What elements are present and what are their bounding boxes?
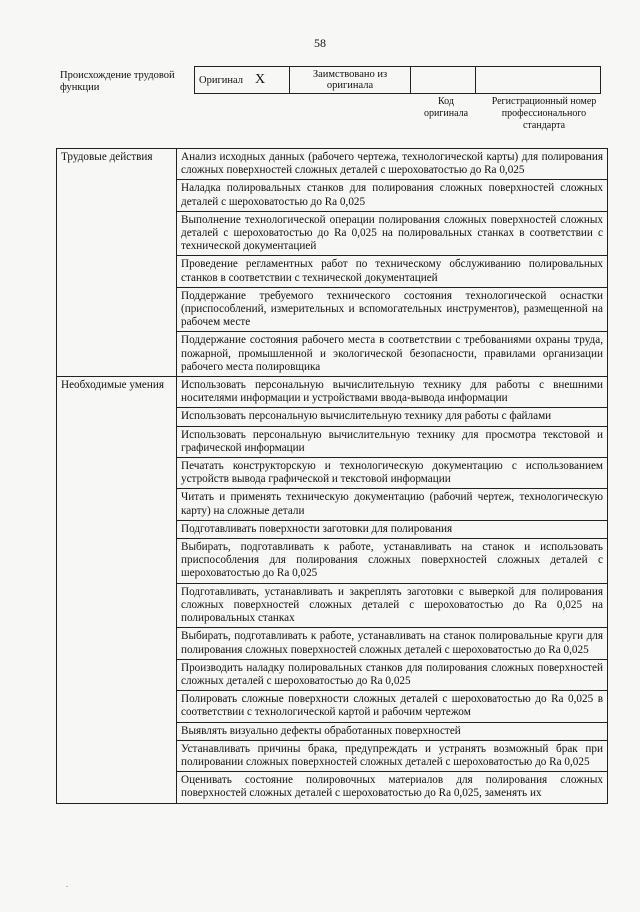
section-item: Поддержание состояния рабочего места в соответствии с требованиями охраны труда, пожарной, промышленной и экологической безопасности, правилами организации рабочего места полировщика [177,332,608,377]
section-item: Использовать персональную вычислительную технику для работы с файлами [177,408,608,426]
table-row [57,149,608,180]
original-label: Оригинал [199,75,243,86]
footer-mark: . [66,880,68,889]
section-item: Поддержание требуемого технического состояния технологической оснастки (приспособлений, измерительных и вспомогательных инструментов), размещенной на рабочем месте [177,287,608,332]
page-number: 58 [314,36,326,50]
section-item: Оценивать состояние полировочных материалов для полирования сложных поверхностей сложных деталей с шероховатостью до Ra 0,025, заменять их [177,772,608,803]
code-cell [411,67,476,94]
section-item: Производить наладку полировальных станков для полирования сложных поверхностей сложных деталей с шероховатостью до Ra 0,025 [177,659,608,690]
borrowed-label: Заимствовано из оригинала [290,67,411,94]
section-item: Устанавливать причины брака, предупреждать и устранять возможный брак при полировании сложных поверхностей сложных деталей с шероховатостью до Ra 0,025 [177,740,608,771]
registration-caption: Регистрационный номер профессионального стандарта [491,96,597,131]
section-item: Подготавливать поверхности заготовки для полирования [177,520,608,538]
registration-cell [476,67,601,94]
origin-table [194,66,601,94]
original-mark: X [255,72,266,87]
section-item: Выполнение технологической операции полирования сложных поверхностей сложных деталей с шероховатостью до Ra 0,025 на полировальных станках в соответствии с технической документацией [177,211,608,256]
section-item: Выбирать, подготавливать к работе, устанавливать на станок полировальные круги для полирования сложных поверхностей сложных деталей с шероховатостью до Ra 0,025 [177,628,608,659]
origin-label: Происхождение трудовой функции [60,70,175,93]
section-item: Читать и применять техническую документацию (рабочий чертеж, технологическую карту) на сложные детали [177,489,608,520]
section-item: Проведение регламентных работ по техническому обслуживанию полировальных станков в соответствии с технической документацией [177,256,608,287]
section-item: Полировать сложные поверхности сложных деталей с шероховатостью до Ra 0,025 в соответствии с технологической картой и рабочим чертежом [177,691,608,722]
section-item: Анализ исходных данных (рабочего чертежа, технологической карты) для полирования сложных поверхностей сложных деталей с шероховатостью до Ra 0,025 [177,149,608,180]
section-item: Использовать персональную вычислительную технику для работы с внешними носителями информации и устройствами ввода-вывода информации [177,377,608,408]
section-item: Наладка полировальных станков для полирования сложных поверхностей сложных деталей с шероховатостью до Ra 0,025 [177,180,608,211]
section-title: Трудовые действия [57,149,177,377]
section-item: Печатать конструкторскую и технологическую документацию с использованием устройств вывода графической и текстовой информации [177,458,608,489]
section-title: Необходимые умения [57,377,177,803]
section-item: Выявлять визуально дефекты обработанных поверхностей [177,722,608,740]
section-item: Выбирать, подготавливать к работе, устанавливать на станок и использовать приспособления для полирования сложных поверхностей сложных деталей с шероховатостью до Ra 0,025 [177,539,608,584]
table-row [57,377,608,408]
code-caption: Код оригинала [423,96,469,119]
functions-table [56,148,608,804]
section-item: Подготавливать, устанавливать и закреплять заготовки с выверкой для полирования сложных поверхностей сложных деталей с шероховатостью до Ra 0,025 на полировальных станках [177,583,608,628]
original-cell [195,67,290,94]
section-item: Использовать персональную вычислительную технику для просмотра текстовой и графической информации [177,426,608,457]
